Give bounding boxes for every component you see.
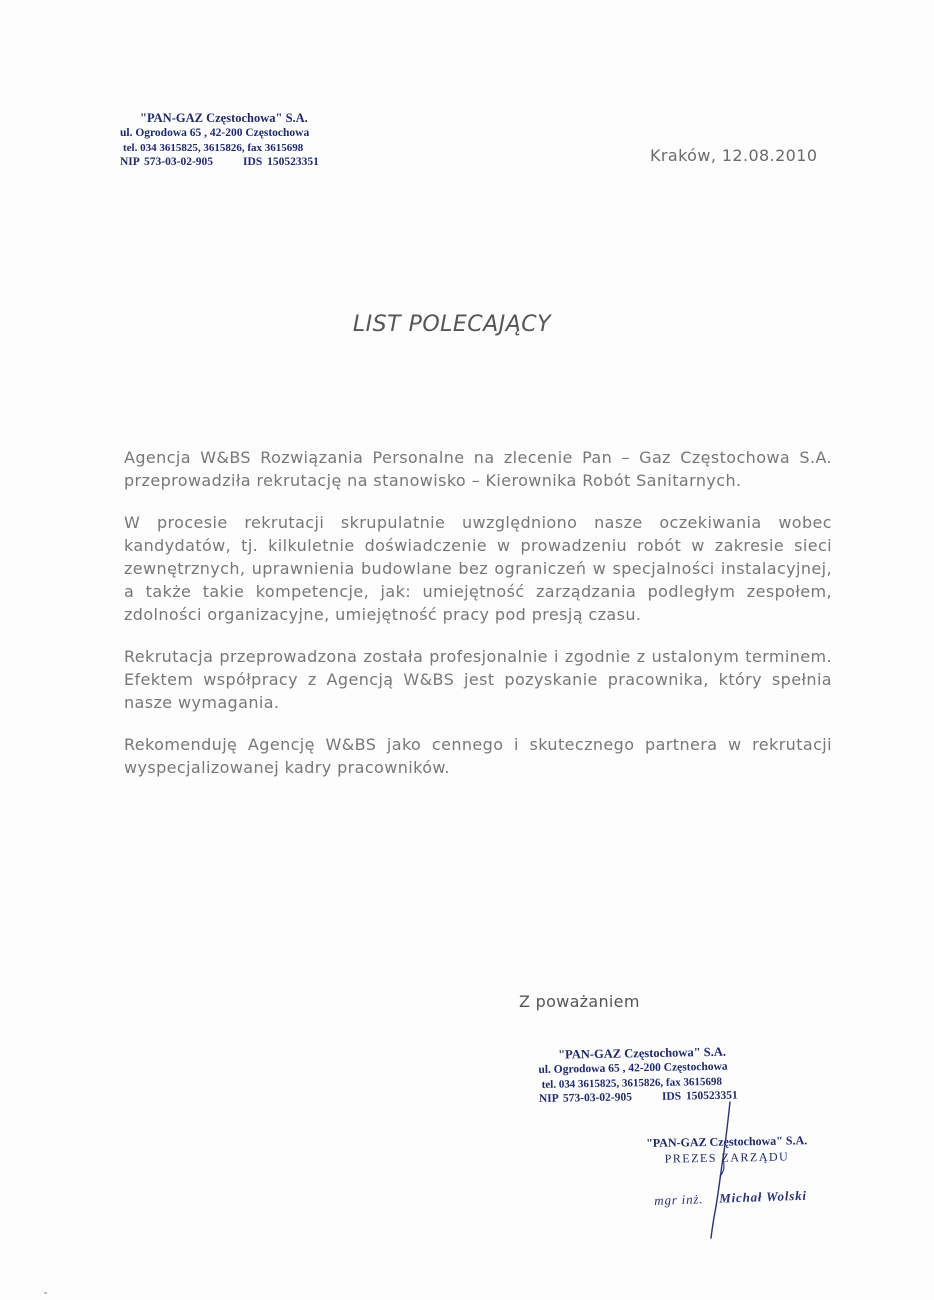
body-paragraph: W procesie rekrutacji skrupulatnie uwzględniono nasze oczekiwania wobec kandydatów, tj. kilkuletnie doświadczenie w prowadzeniu robót w zakresie sieci zewnętrznych, uprawnienia budowlane bez ograniczeń w specjalności instalacyjnej, a także takie kompetencje, jak: umiejętność zarządzania podległym zespołem, zdolności organizacyjne, umiejętność pracy pod presją czasu. [124,513,832,624]
scan-speck [44,1292,47,1294]
signer-title: mgr inż. [654,1191,704,1208]
company-address: ul. Ogrodowa 65 , 42-200 Częstochowa [538,1060,728,1077]
company-ids: IDS 150523351 [243,156,319,169]
company-header-stamp [120,110,319,170]
letter-date: Kraków, 12.08.2010 [650,146,818,165]
company-phone: tel. 034 3615825, 3615826, fax 3615698 [541,1075,723,1092]
signer-name: Michał Wolski [718,1187,808,1206]
handwritten-signature [690,1100,750,1240]
company-ids: IDS 150523351 [661,1090,738,1104]
president-stamp-company: "PAN-GAZ Częstochowa" S.A. [646,1133,808,1150]
company-footer-stamp [538,1044,738,1108]
president-stamp-role: PREZES ZARZĄDU [664,1149,790,1166]
body-paragraph: Rekomenduję Agencję W&BS jako cennego i skutecznego partnera w rekrutacji wyspecjalizowanej kadry pracowników. [124,735,832,777]
body-paragraph: Agencja W&BS Rozwiązania Personalne na zlecenie Pan – Gaz Częstochowa S.A. przeprowadziła rekrutację na stanowisko – Kierownika Robót Sanitarnych. [124,448,832,490]
letter-body [124,446,832,798]
company-address: ul. Ogrodowa 65 , 42-200 Częstochowa [120,127,310,140]
company-phone: tel. 034 3615825, 3615826, fax 3615698 [123,142,304,155]
company-name: "PAN-GAZ Częstochowa" S.A. [140,111,308,125]
company-registration [120,155,319,170]
company-nip: NIP 573-03-02-905 [120,156,214,169]
company-name: "PAN-GAZ Częstochowa" S.A. [558,1044,727,1062]
body-paragraph: Rekrutacja przeprowadzona została profesjonalnie i zgodnie z ustalonym terminem. Efektem współpracy z Agencją W&BS jest pozyskanie pracownika, który spełnia nasze wymagania. [124,647,832,712]
company-nip: NIP 573-03-02-905 [538,1091,633,1106]
letter-title: LIST POLECAJĄCY [352,312,552,337]
closing-salutation: Z poważaniem [519,992,640,1011]
